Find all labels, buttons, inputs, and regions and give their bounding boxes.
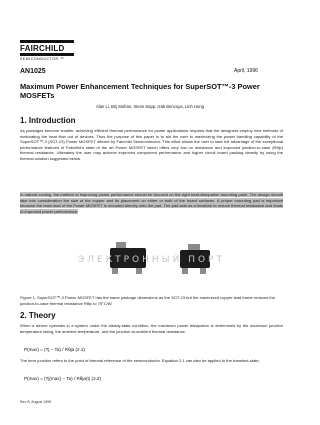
theory-paragraph-1: When a device operates in a system under the steady-state condition, the maximum power dissipation is determined by the maximum junction temperature rating, the ambient temperature, and the junction-to-ambient thermal resistance. [20,323,283,334]
section-heading-theory: 2. Theory [20,311,56,320]
equation-2-2: P(max) = (Tj(max) − Ta) / Rθja(t) (2.2) [24,376,101,381]
chip-lead [182,268,188,274]
equation-2-1: P(max) = (Tj − Ta) / Rθja (2.1) [24,347,85,352]
doc-date: April, 1996 [234,68,258,74]
watermark-text: ЭЛЕКТРОННЫЙ ПОРТ [78,255,225,265]
chip-lead [136,268,142,274]
figure-caption: Figure 1. SuperSOT™-3 Power MOSFET has the same package dimensions as the SOT-23 but the maximized copper lead frame reduces the junction-to-case thermal resistance Rθjc to 75°C/W. [20,295,275,306]
theory-paragraph-2: The term junction refers to the point of thermal reference of the semiconductor. Equation 2.1 can also be applied to the transient-state: [20,358,260,363]
logo-subtitle: SEMICONDUCTOR ™ [20,57,65,61]
doc-title: Maximum Power Enhancement Techniques for SuperSOT™-3 Power MOSFETs [20,82,260,100]
highlighted-text: In natural cooling, the method of improving power performance should be focused on the right heat-dissipation mounting pads. The design should take into consideration the size of the copper and its placement on either or both of the board surfaces. A proper mounting pad is important because the base lead of the Power MOSFET is mounted directly onto the pad. The pad acts as a heatsink to reduce thermal resistance and leads to improved power performance. [20,192,283,214]
doc-number: AN1025 [20,68,46,75]
chip-lead [112,268,118,274]
logo-name: FAIRCHILD [20,44,65,53]
section-heading-introduction: 1. Introduction [20,116,76,125]
chip-lead [116,242,126,248]
intro-paragraph-1: As packages become smaller, achieving efficient thermal performance for power applications requires that the designers employ new methods of meliorating the heat flow out of devices. Thus the purpose of this paper is to aid the user in maximizing the power handling capability of the SuperSOT™-3 (SOT-23) Power MOSFET offered by Fairchild Semiconductor. This effort allows the user to take full advantage of the exceptional performance features of Fairchild's state of the art Power MOSFET which offers very low on resistance and improved junction-to-case (Rθjc) thermal resistance. Ultimately the user may achieve improved component performance and higher circuit board packing density by using the thermal solution suggested below. [20,128,283,161]
logo-top-bar [20,40,74,43]
doc-authors: Alan Li, Brij Mohan, Steve Sapp, Izak Bencuya, Linh Hong [95,104,204,109]
logo-bottom-bar [20,53,74,56]
chip-lead [188,244,200,250]
chip-lead [200,268,206,274]
intro-paragraph-2 [20,192,283,214]
page-footer: Rev B, August 1998 [20,400,51,404]
fairchild-logo [20,40,74,62]
